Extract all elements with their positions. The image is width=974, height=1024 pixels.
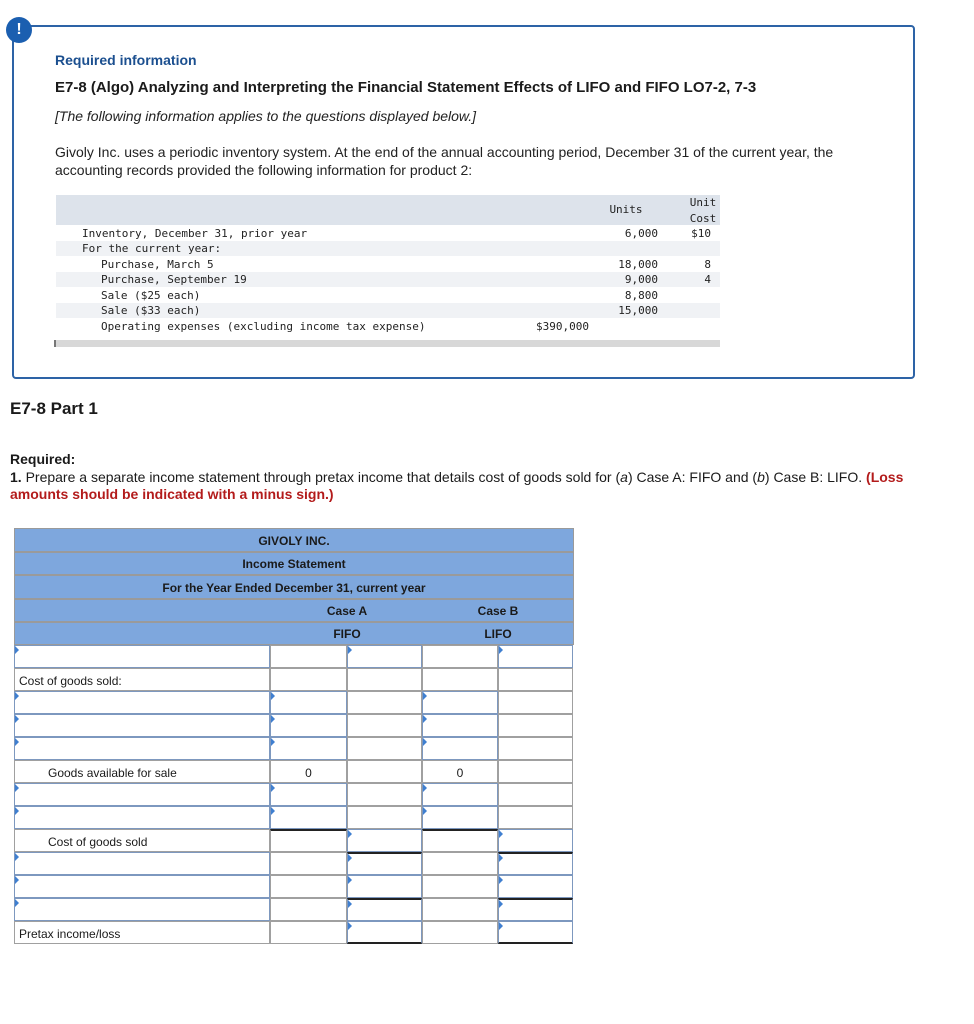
fifo-col1-cell [270,921,347,944]
company-name: GIVOLY INC. [258,534,330,548]
lifo-col1-cell [422,645,498,668]
case-b-letter: b [757,469,765,485]
row-units: 18,000 [618,258,658,271]
problem-title: E7-8 (Algo) Analyzing and Interpreting the Financial Statement Effects of LIFO and FIFO LO7-2, 7-3 [55,79,757,96]
goods-available-label: Goods available for sale [48,766,177,780]
row-units: 15,000 [618,304,658,317]
required-number: 1. [10,469,22,485]
fifo-col2-cell [347,714,422,737]
row-label: Sale ($33 each) [101,304,201,317]
required-instructions [10,469,910,503]
cogs-total-label: Cost of goods sold [48,835,148,849]
row-label: Purchase, March 5 [101,258,214,271]
fifo-goods-available-value: 0 [305,766,312,780]
method-header-row [14,622,574,645]
row-label: Sale ($25 each) [101,289,201,302]
data-row [56,257,720,272]
fifo-col2-cell [347,668,422,691]
fifo-col1-input[interactable] [270,806,347,829]
fifo-col2-cell [347,737,422,760]
fifo-col1-cell [270,829,347,852]
fifo-col1-cell [270,668,347,691]
fifo-col1-cell [270,875,347,898]
revenue-label-input[interactable] [14,645,270,668]
fifo-col2-input[interactable] [347,875,422,898]
blank-label-input[interactable] [14,898,270,921]
row-cost: 8 [704,258,711,271]
required-text: Prepare a separate income statement through pretax income that details cost of goods sold for ( [21,469,621,485]
fifo-pretax-input[interactable] [347,921,422,944]
operating-expenses-label-input[interactable] [14,875,270,898]
data-row [56,226,720,241]
data-row [56,319,720,334]
lifo-cogs-input[interactable] [498,829,573,852]
row-units: 8,800 [624,289,658,302]
lifo-col2-input[interactable] [498,875,573,898]
fifo-col1-cell [270,645,347,668]
lifo-col2-cell [498,668,573,691]
lifo-col1-cell [422,875,498,898]
fifo-col2-input[interactable] [347,898,422,921]
lifo-col1-input[interactable] [422,691,498,714]
lifo-col1-cell [422,921,498,944]
fifo-col2-cell [347,760,422,783]
fifo-col1-input[interactable] [270,783,347,806]
fifo-col1-cell [270,852,347,875]
case-header-row [14,599,574,622]
lifo-col1-input[interactable] [422,737,498,760]
cogs-header-label: Cost of goods sold: [19,674,122,688]
lifo-goods-available-value: 0 [456,766,464,780]
lifo-col1-input[interactable] [422,783,498,806]
lifo-goods-available-cell [422,760,498,783]
ending-inventory-label-input[interactable] [14,783,270,806]
pretax-income-label: Pretax income/loss [19,927,121,941]
row-label: Purchase, September 19 [101,273,247,286]
period-header-row [14,575,574,599]
cogs-header-cell [14,668,270,691]
lifo-col2-cell [498,806,573,829]
cogs-line-label-input[interactable] [14,806,270,829]
problem-description: Givoly Inc. uses a periodic inventory system. At the end of the annual accounting period, December 31 of the current year, the accounting records provided the following information for product 2: [55,144,834,178]
lifo-col1-cell [422,852,498,875]
data-table-header [56,195,720,225]
lifo-col2-input[interactable] [498,898,573,921]
case-b-header: Case B [477,604,519,618]
statement-name: Income Statement [242,557,346,571]
fifo-col2-cell [347,691,422,714]
horizontal-scrollbar[interactable] [54,340,720,347]
units-column-header: Units [609,203,643,216]
row-label: Operating expenses (excluding income tax expense) [101,320,426,333]
row-amount: $390,000 [536,320,589,333]
pretax-income-cell [14,921,270,944]
data-row [56,272,720,287]
fifo-col1-input[interactable] [270,737,347,760]
data-row [56,241,720,256]
fifo-cogs-input[interactable] [347,829,422,852]
lifo-col2-cell [498,737,573,760]
fifo-goods-available-cell [270,760,347,783]
data-row [56,303,720,318]
fifo-col2-cell [347,783,422,806]
lifo-col1-input[interactable] [422,714,498,737]
lifo-col2-input[interactable] [498,852,573,875]
part-title: E7-8 Part 1 [10,399,98,418]
lifo-col1-cell [422,668,498,691]
case-a-letter: a [620,469,628,485]
alert-icon: ! [6,17,32,43]
cogs-line-label-input[interactable] [14,737,270,760]
lifo-col1-input[interactable] [422,806,498,829]
fifo-header: FIFO [333,627,361,641]
row-cost: 4 [704,273,711,286]
fifo-col1-input[interactable] [270,691,347,714]
row-cost: $10 [691,227,711,240]
lifo-col2-cell [498,783,573,806]
lifo-col2-cell [498,760,573,783]
required-text: ) Case B: LIFO. [764,469,867,485]
statement-period: For the Year Ended December 31, current year [162,581,426,595]
unit-cost-header-line2: Cost [689,212,717,225]
lifo-col2-input[interactable] [498,645,573,668]
required-label: Required: [10,451,76,467]
data-row [56,288,720,303]
loss-warning: (Loss amounts should be indicated with a minus sign.) [10,469,904,502]
inventory-data-table [56,195,720,350]
info-note: [The following information applies to the questions displayed below.] [55,108,477,124]
fifo-col1-cell [270,898,347,921]
row-label: For the current year: [82,242,222,255]
row-label: Inventory, December 31, prior year [82,227,308,240]
row-units: 6,000 [624,227,658,240]
unit-cost-header-line1: Unit [689,196,717,209]
cogs-total-cell [14,829,270,852]
fifo-col2-input[interactable] [347,645,422,668]
statement-header-row [14,552,574,575]
required-information-panel [12,25,915,379]
required-text: ) Case A: FIFO and ( [627,469,758,485]
gross-profit-label-input[interactable] [14,852,270,875]
goods-available-cell [14,760,270,783]
lifo-col2-cell [498,691,573,714]
cogs-line-label-input[interactable] [14,691,270,714]
lifo-pretax-input[interactable] [498,921,573,944]
lifo-col2-cell [498,714,573,737]
case-a-header: Case A [326,604,368,618]
company-header-row [14,528,574,552]
info-heading: Required information [55,52,197,68]
row-units: 9,000 [624,273,658,286]
lifo-header: LIFO [484,627,512,641]
unit-cost-column-header [676,195,730,227]
fifo-col2-cell [347,806,422,829]
fifo-col2-input[interactable] [347,852,422,875]
lifo-col1-cell [422,829,498,852]
cogs-line-label-input[interactable] [14,714,270,737]
lifo-col1-cell [422,898,498,921]
fifo-col1-input[interactable] [270,714,347,737]
